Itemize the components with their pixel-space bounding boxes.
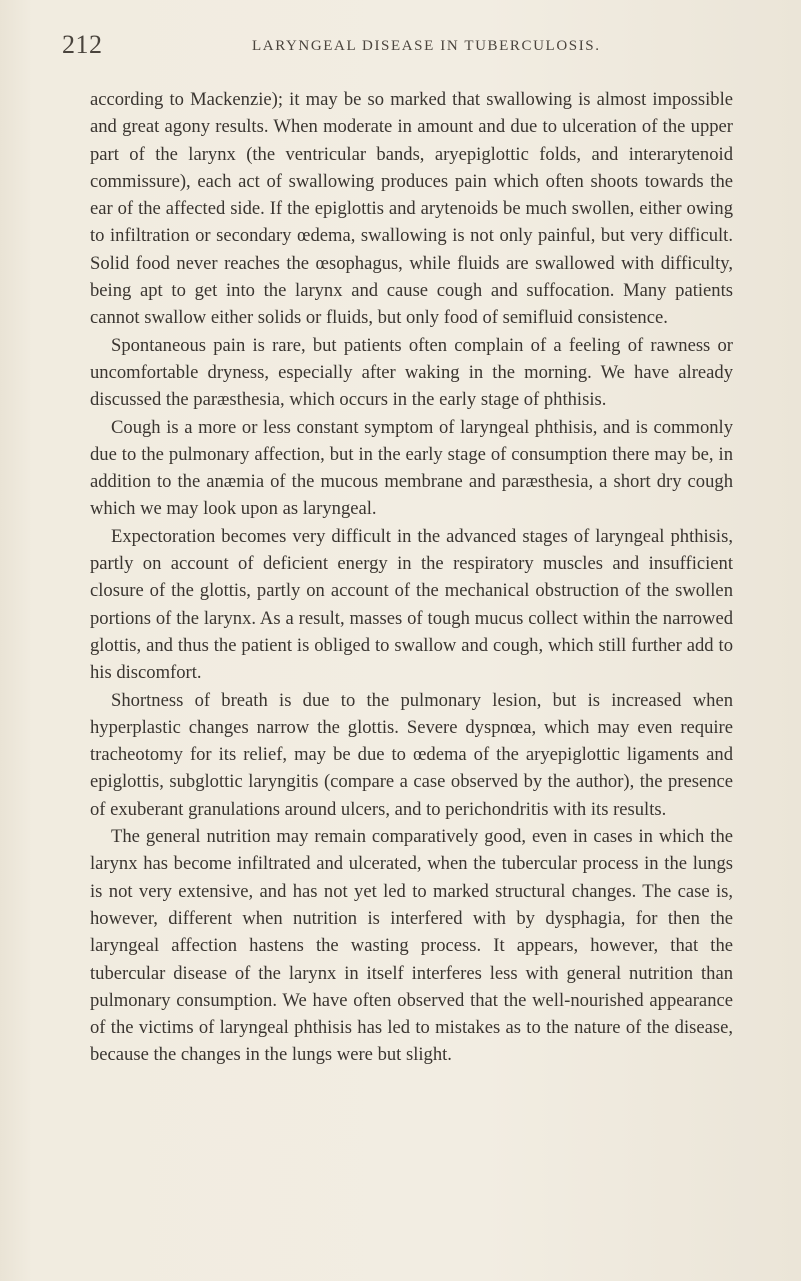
running-title: LARYNGEAL DISEASE IN TUBERCULOSIS.: [252, 38, 601, 54]
paragraph-shortness-of-breath: Shortness of breath is due to the pulmonary lesion, but is increased when hyperplastic changes narrow the glottis. Severe dyspnœa, which may even require tracheotomy for its relief, may be due to œdema of the aryepiglottic ligaments and epiglottis, subglottic laryngitis (compare a case observed by the author), the presence of exuberant granulations around ulcers, and to perichondritis with its results.: [90, 689, 733, 820]
running-head: [62, 30, 742, 60]
paragraph-dysphagia: according to Mackenzie); it may be so marked that swallowing is almost impossible and great agony results. When moderate in amount and due to ulceration of the upper part of the larynx (the ventricular bands, aryepiglottic folds, and interarytenoid commissure), each act of swallowing produces pain which often shoots towards the ear of the affected side. If the epiglottis and arytenoids be much swollen, either owing to infiltration or secondary œdema, swallowing is not only painful, but very difficult. Solid food never reaches the œsophagus, while fluids are swallowed with difficulty, being apt to get into the larynx and cause cough and suffocation. Many patients cannot swallow either solids or fluids, but only food of semifluid consistence.: [90, 89, 733, 329]
paragraph-expectoration: Expectoration becomes very difficult in the advanced stages of laryngeal phthisis, partly on account of deficient energy in the respiratory muscles and insufficient closure of the glottis, partly on account of the mechanical obstruction of the swollen portions of the larynx. As a result, masses of tough mucus collect within the narrowed glottis, and thus the patient is obliged to swallow and cough, which still further add to his discomfort.: [90, 525, 733, 684]
paragraph-spontaneous-pain: Spontaneous pain is rare, but patients often complain of a feeling of rawness or uncomfortable dryness, especially after waking in the morning. We have already discussed the paræsthesia, which occurs in the early stage of phthisis.: [90, 334, 733, 411]
body-text: [90, 86, 733, 1069]
paragraph-cough: Cough is a more or less constant symptom of laryngeal phthisis, and is commonly due to the pulmonary affection, but in the early stage of consumption there may be, in addition to the anæmia of the mucous membrane and paræsthesia, a short dry cough which we may look upon as laryngeal.: [90, 416, 733, 520]
paragraph-general-nutrition: The general nutrition may remain comparatively good, even in cases in which the larynx has become infiltrated and ulcerated, when the tubercular process in the lungs is not very extensive, and has not yet led to marked structural changes. The case is, however, different when nutrition is interfered with by dysphagia, for then the laryngeal affection hastens the wasting process. It appears, however, that the tubercular disease of the larynx in itself interferes less with general nutrition than pulmonary consumption. We have often observed that the well-nourished appearance of the victims of laryngeal phthisis has led to mistakes as to the nature of the disease, because the changes in the lungs were but slight.: [90, 826, 733, 1066]
page-number: 212: [62, 30, 103, 59]
